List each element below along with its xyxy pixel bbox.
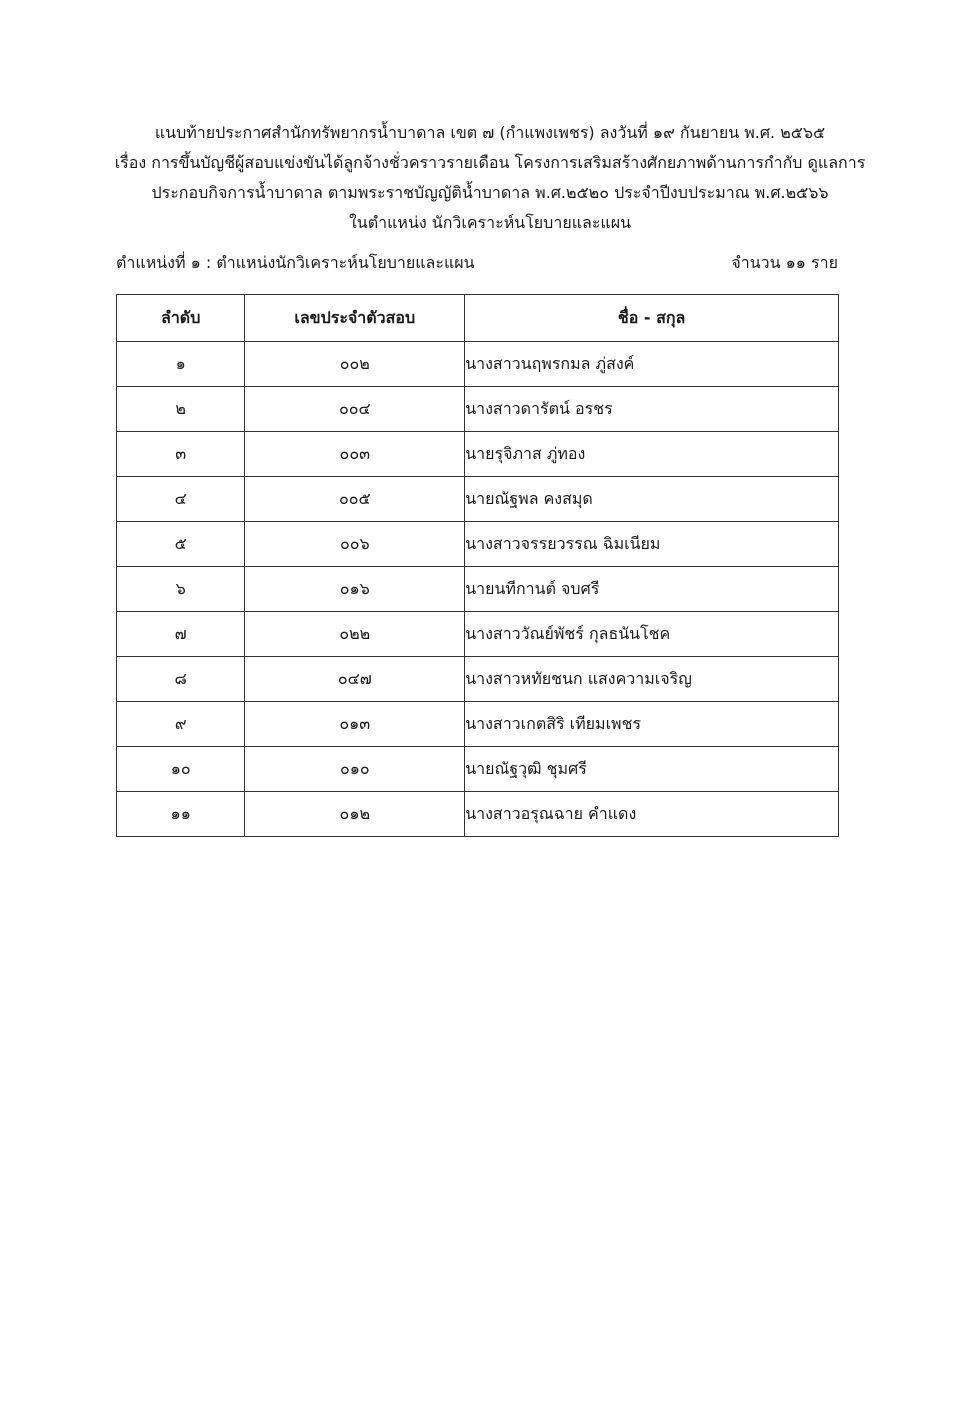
cell-name: นางสาวอรุณฉาย คำแดง <box>465 792 839 837</box>
cell-exam-id: ๐๔๗ <box>245 657 465 702</box>
cell-exam-id: ๐๐๓ <box>245 432 465 477</box>
cell-name: นายรุจิภาส ภู่ทอง <box>465 432 839 477</box>
table-row <box>117 432 839 477</box>
cell-order: ๑๐ <box>117 747 245 792</box>
cell-exam-id: ๐๐๒ <box>245 342 465 387</box>
cell-exam-id: ๐๐๖ <box>245 522 465 567</box>
cell-order: ๕ <box>117 522 245 567</box>
cell-name: นางสาวหทัยชนก แสงความเจริญ <box>465 657 839 702</box>
cell-order: ๑๑ <box>117 792 245 837</box>
column-header-order: ลำดับ <box>117 295 245 342</box>
cell-name: นางสาวนฤพรกมล ภู่สงค์ <box>465 342 839 387</box>
candidate-table <box>116 294 839 837</box>
header-line-project: ประกอบกิจการน้ำบาดาล ตามพระราชบัญญัติน้ำบาดาล พ.ศ.๒๕๒๐ ประจำปีงบประมาณ พ.ศ.๒๕๖๖ <box>151 183 829 202</box>
cell-name: นางสาวเกตสิริ เทียมเพชร <box>465 702 839 747</box>
cell-exam-id: ๐๑๐ <box>245 747 465 792</box>
cell-order: ๓ <box>117 432 245 477</box>
cell-order: ๒ <box>117 387 245 432</box>
cell-exam-id: ๐๐๔ <box>245 387 465 432</box>
cell-order: ๗ <box>117 612 245 657</box>
cell-name: นางสาววัณย์พัชร์ กุลธนันโชค <box>465 612 839 657</box>
table-row <box>117 612 839 657</box>
table-header-row <box>117 295 839 342</box>
table-row <box>117 747 839 792</box>
cell-exam-id: ๐๐๕ <box>245 477 465 522</box>
cell-order: ๔ <box>117 477 245 522</box>
table-row <box>117 702 839 747</box>
cell-exam-id: ๐๑๓ <box>245 702 465 747</box>
cell-order: ๘ <box>117 657 245 702</box>
header-line-position: ในตำแหน่ง นักวิเคราะห์นโยบายและแผน <box>348 213 632 232</box>
table-row <box>117 477 839 522</box>
table-row <box>117 657 839 702</box>
table-row <box>117 522 839 567</box>
cell-order: ๖ <box>117 567 245 612</box>
position-count: จำนวน ๑๑ ราย <box>731 253 838 272</box>
cell-exam-id: ๐๑๒ <box>245 792 465 837</box>
cell-order: ๑ <box>117 342 245 387</box>
cell-name: นางสาวจรรยวรรณ ฉิมเนียม <box>465 522 839 567</box>
cell-exam-id: ๐๒๒ <box>245 612 465 657</box>
cell-order: ๙ <box>117 702 245 747</box>
column-header-name: ชื่อ - สกุล <box>465 295 839 342</box>
table-row <box>117 567 839 612</box>
position-summary <box>116 248 838 278</box>
cell-name: นายณัฐพล คงสมุด <box>465 477 839 522</box>
table-row <box>117 342 839 387</box>
column-header-exam-id: เลขประจำตัวสอบ <box>245 295 465 342</box>
table-row <box>117 792 839 837</box>
document-header <box>0 118 980 238</box>
header-line-subject: เรื่อง การขึ้นบัญชีผู้สอบแข่งขันได้ลูกจ้างชั่วคราวรายเดือน โครงการเสริมสร้างศักยภาพด้านการกำกับ ดูแลการ <box>114 153 866 172</box>
cell-exam-id: ๐๑๖ <box>245 567 465 612</box>
cell-name: นายณัฐวุฒิ ชุมศรี <box>465 747 839 792</box>
cell-name: นางสาวดารัตน์ อรชร <box>465 387 839 432</box>
cell-name: นายนทีกานต์ จบศรี <box>465 567 839 612</box>
table-row <box>117 387 839 432</box>
table-body <box>117 342 839 837</box>
header-line-attachment: แนบท้ายประกาศสำนักทรัพยากรน้ำบาดาล เขต ๗ (กำแพงเพชร) ลงวันที่ ๑๙ กันยายน พ.ศ. ๒๕๖๕ <box>154 123 826 142</box>
position-label: ตำแหน่งที่ ๑ : ตำแหน่งนักวิเคราะห์นโยบายและแผน <box>116 253 475 272</box>
